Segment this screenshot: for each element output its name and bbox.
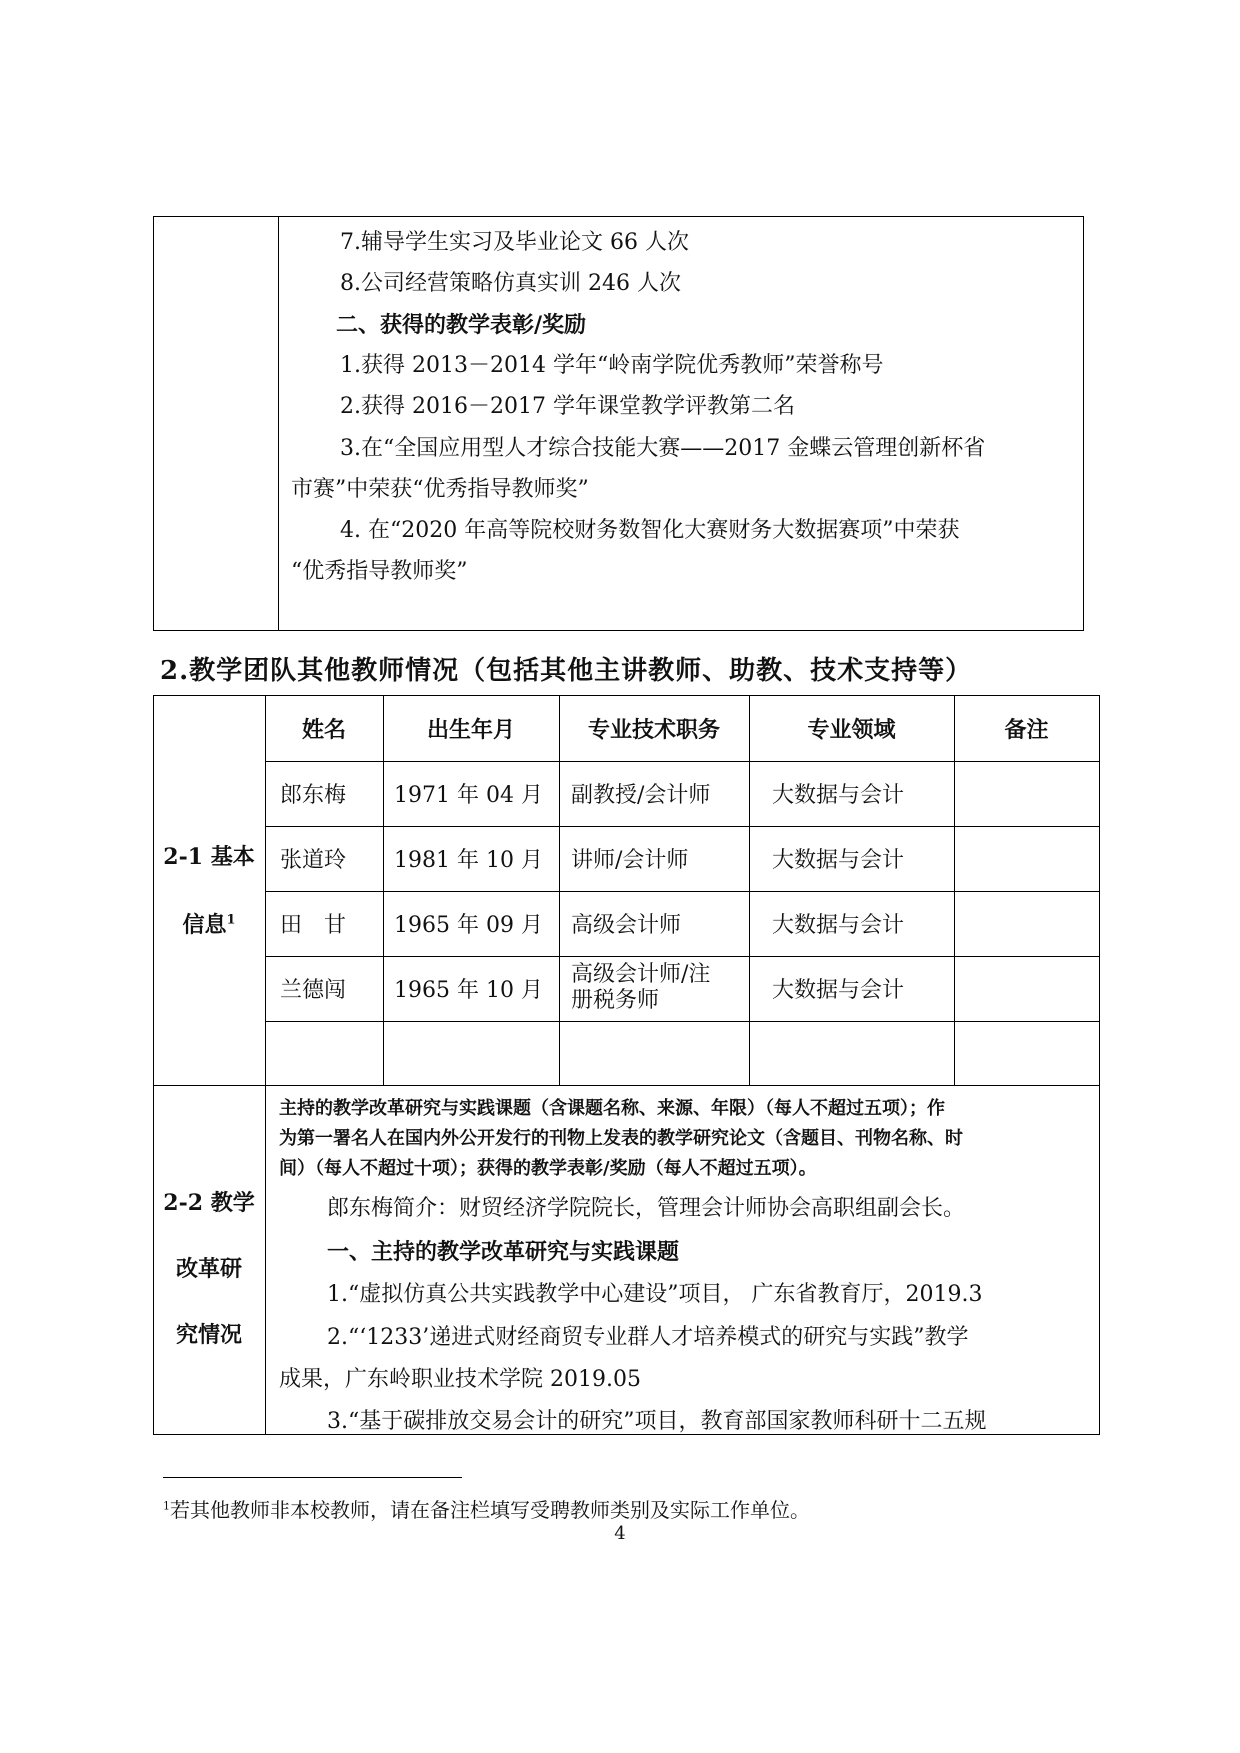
reform-intro-line: 间）（每人不超过十项）；获得的教学表彰/奖励（每人不超过五项）。 <box>279 1158 817 1179</box>
table-cell-title-line: 册税务师 <box>571 988 660 1013</box>
basic-info-label-2: 信息$^1$ <box>182 912 236 938</box>
table-cell-birth: 1965 年 10 月 <box>394 978 543 1003</box>
reform-label: 究情况 <box>175 1322 242 1348</box>
text-line: 郎东梅简介：财贸经济学院院长，管理会计师协会高职组副会长。 <box>327 1196 966 1221</box>
section-heading: 二、获得的教学表彰/奖励 <box>336 312 587 338</box>
text-line: 1.获得 2013－2014 学年“岭南学院优秀教师”荣誉称号 <box>340 353 884 378</box>
header-birth: 出生年月 <box>426 716 515 743</box>
reform-intro-line: 主持的教学改革研究与实践课题（含课题名称、来源、年限）（每人不超过五项）；作 <box>279 1098 945 1119</box>
table-cell-title: 高级会计师 <box>571 913 682 938</box>
table-cell-field: 大数据与会计 <box>772 913 905 938</box>
footnote-mark: 1 <box>226 912 236 928</box>
text-line: 3.在“全国应用型人才综合技能大赛——2017 金蝶云管理创新杯省 <box>340 436 986 461</box>
header-field: 专业领域 <box>807 716 896 743</box>
text-line: 7.辅导学生实习及毕业论文 66 人次 <box>340 230 689 255</box>
reform-label: 改革研 <box>175 1256 242 1282</box>
table-cell-title: 讲师/会计师 <box>571 848 689 873</box>
table-cell-field: 大数据与会计 <box>772 783 905 808</box>
text-line: 1.“虚拟仿真公共实践教学中心建设”项目， 广东省教育厅，2019.3 <box>327 1282 983 1307</box>
table-cell-title-line: 高级会计师/注 <box>571 962 711 987</box>
table-cell-title: 副教授/会计师 <box>571 783 711 808</box>
text-line: 8.公司经营策略仿真实训 246 人次 <box>340 271 681 296</box>
text-line: 成果，广东岭职业技术学院 2019.05 <box>279 1367 641 1392</box>
reform-label: 2-2 教学 <box>163 1190 255 1216</box>
text-line: “优秀指导教师奖” <box>291 559 468 584</box>
table-cell-name: 田 甘 <box>280 913 347 938</box>
table-cell-title <box>571 962 710 1014</box>
text-line: 2.获得 2016－2017 学年课堂教学评教第二名 <box>340 394 795 419</box>
section-title: 2.教学团队其他教师情况（包括其他主讲教师、助教、技术支持等） <box>160 656 973 686</box>
table-cell-birth: 1981 年 10 月 <box>394 848 543 873</box>
basic-info-label: 2-1 基本 <box>163 844 255 870</box>
page-number: 4 <box>614 1523 626 1544</box>
table-cell-name: 兰德闯 <box>280 978 347 1003</box>
table-cell-birth: 1971 年 04 月 <box>394 783 543 808</box>
table-cell-field: 大数据与会计 <box>772 978 905 1003</box>
header-name: 姓名 <box>301 716 346 743</box>
text-line: 市赛”中荣获“优秀指导教师奖” <box>291 477 589 502</box>
table-cell-name: 郎东梅 <box>280 783 347 808</box>
table-cell-field: 大数据与会计 <box>772 848 905 873</box>
table-cell-birth: 1965 年 09 月 <box>394 913 543 938</box>
footnote-text: 若其他教师非本校教师，请在备注栏填写受聘教师类别及实际工作单位。 <box>170 1498 810 1522</box>
reform-intro-line: 为第一署名人在国内外公开发行的刊物上发表的教学研究论文（含题目、刊物名称、时 <box>279 1128 963 1149</box>
header-title: 专业技术职务 <box>587 716 720 743</box>
text-line: 4. 在“2020 年高等院校财务数智化大赛财务大数据赛项”中荣获 <box>340 518 960 543</box>
header-note: 备注 <box>1004 716 1049 743</box>
text-line: 3.“基于碳排放交易会计的研究”项目，教育部国家教师科研十二五规 <box>327 1409 987 1434</box>
footnote <box>163 1494 810 1523</box>
table-cell-name: 张道玲 <box>280 848 347 873</box>
section-heading: 一、主持的教学改革研究与实践课题 <box>327 1239 680 1265</box>
footnote-rule <box>163 1477 462 1478</box>
text-line: 2.“‘1233’递进式财经商贸专业群人才培养模式的研究与实践”教学 <box>327 1325 969 1350</box>
footnote-mark: 1 <box>163 1499 170 1513</box>
